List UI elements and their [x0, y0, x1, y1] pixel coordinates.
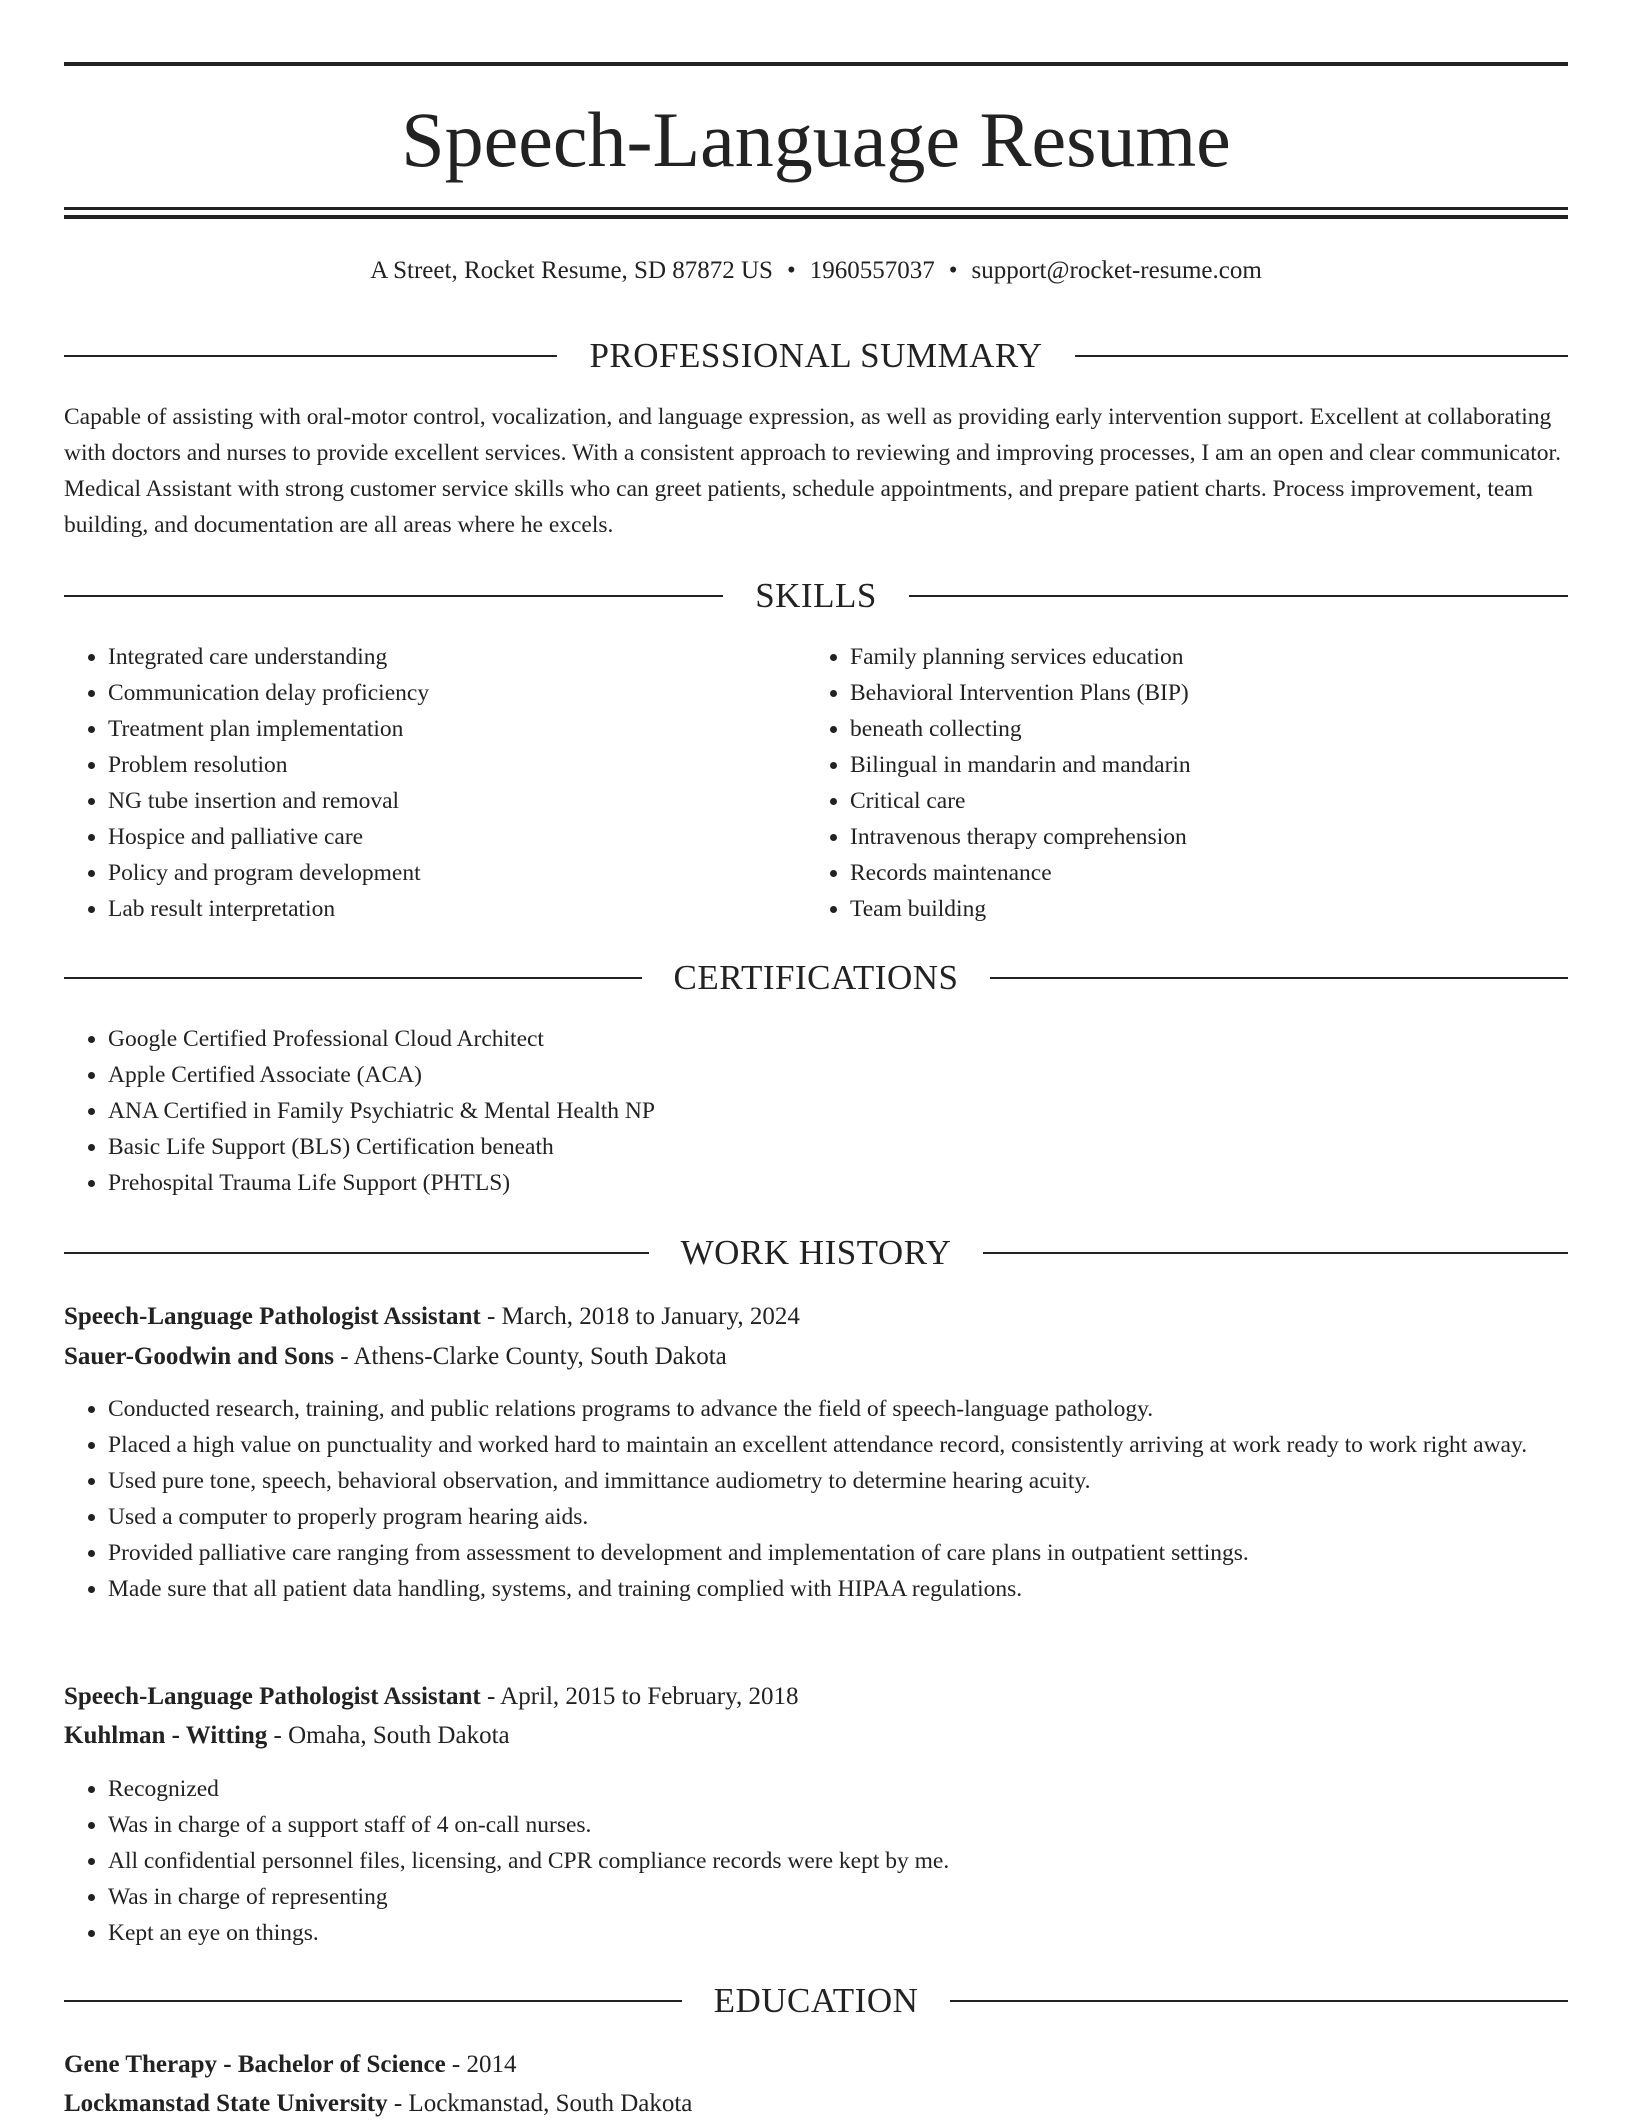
job-bullet: • Made sure that all patient data handling, systems, and training complied with HIPAA regulations. — [108, 1571, 1568, 1607]
section-title: SKILLS — [755, 576, 877, 615]
skill-item: • Intravenous therapy comprehension — [850, 819, 1550, 855]
skill-item: • Bilingual in mandarin and mandarin — [850, 747, 1550, 783]
job-bullet: • Used pure tone, speech, behavioral observation, and immittance audiometry to determine hearing acuity. — [108, 1463, 1568, 1499]
job-title-line — [64, 1679, 1568, 1715]
summary-text: Capable of assisting with oral-motor control, vocalization, and language expression, as well as providing early intervention support. Excellent at collaborating with doctors and nurses to provide excellent services. With a consistent approach to reviewing and improving processes, I am an open and clear communicator. Medical Assistant with strong customer service skills who can greet patients, schedule appointments, and prepare patient charts. Process improvement, team building, and documentation are all areas where he excels. — [64, 404, 1561, 538]
double-rule — [64, 207, 1568, 219]
contact-line — [64, 254, 1568, 288]
job-dates: - March, 2018 to January, 2024 — [480, 1303, 800, 1330]
job-title: Speech-Language Pathologist Assistant — [64, 1303, 481, 1330]
skill-item: • Integrated care understanding — [108, 639, 808, 675]
section-title: PROFESSIONAL SUMMARY — [589, 336, 1043, 375]
top-rule — [64, 62, 1568, 66]
skill-item: • NG tube insertion and removal — [108, 783, 808, 819]
job-bullet: • Used a computer to properly program hearing aids. — [108, 1499, 1568, 1535]
contact-address: A Street, Rocket Resume, SD 87872 US — [370, 257, 773, 284]
education-location: - Lockmanstad, South Dakota — [387, 2090, 693, 2117]
skill-item: • Policy and program development — [108, 855, 808, 891]
job-title: Speech-Language Pathologist Assistant — [64, 1683, 481, 1710]
section-title: CERTIFICATIONS — [673, 958, 959, 997]
certification-item: • ANA Certified in Family Psychiatric & Mental Health NP — [108, 1093, 1568, 1129]
contact-email: support@rocket-resume.com — [971, 257, 1262, 284]
job-title-line — [64, 1299, 1568, 1335]
job-bullet: • Placed a high value on punctuality and worked hard to maintain an excellent attendance record, consistently arriving at work ready to work right away. — [108, 1427, 1568, 1463]
contact-phone: 1960557037 — [809, 257, 935, 284]
job-company: Sauer-Goodwin and Sons — [64, 1343, 334, 1370]
job-company: Kuhlman - Witting — [64, 1722, 268, 1749]
job-bullet: • Recognized — [108, 1771, 1568, 1807]
summary-heading — [64, 336, 1568, 376]
section-title: EDUCATION — [713, 1981, 919, 2020]
skill-item: • Communication delay proficiency — [108, 675, 808, 711]
work-heading — [64, 1233, 1568, 1273]
section-title: WORK HISTORY — [680, 1233, 952, 1272]
skills-list-left — [64, 639, 808, 927]
skills-list-right — [806, 639, 1550, 927]
education-school-line — [64, 2086, 1568, 2122]
skills-heading — [64, 576, 1568, 616]
skill-item: • Critical care — [850, 783, 1550, 819]
job-bullets — [64, 1771, 1568, 1951]
certification-item: • Google Certified Professional Cloud Architect — [108, 1021, 1568, 1057]
job-bullet: • Kept an eye on things. — [108, 1915, 1568, 1951]
skill-item: • Family planning services education — [850, 639, 1550, 675]
certification-item: • Prehospital Trauma Life Support (PHTLS) — [108, 1165, 1568, 1201]
job-location: - Athens-Clarke County, South Dakota — [334, 1343, 727, 1370]
skill-item: • Problem resolution — [108, 747, 808, 783]
certification-item: • Apple Certified Associate (ACA) — [108, 1057, 1568, 1093]
education-degree: Gene Therapy - Bachelor of Science — [64, 2051, 446, 2078]
job-company-line — [64, 1718, 1568, 1754]
job-bullet: • All confidential personnel files, licensing, and CPR compliance records were kept by me. — [108, 1843, 1568, 1879]
job-dates: - April, 2015 to February, 2018 — [480, 1683, 799, 1710]
education-year: - 2014 — [445, 2051, 517, 2078]
education-heading — [64, 1981, 1568, 2021]
certification-item: • Basic Life Support (BLS) Certification beneath — [108, 1129, 1568, 1165]
job-bullets — [64, 1391, 1568, 1607]
job-company-line — [64, 1339, 1568, 1375]
certifications-list — [64, 1021, 1568, 1201]
education-degree-line — [64, 2047, 1568, 2083]
job-bullet: • Was in charge of a support staff of 4 on-call nurses. — [108, 1807, 1568, 1843]
job-bullet: • Provided palliative care ranging from assessment to development and implementation of care plans in outpatient settings. — [108, 1535, 1568, 1571]
skill-item: • Behavioral Intervention Plans (BIP) — [850, 675, 1550, 711]
resume-title: Speech-Language Resume — [401, 96, 1231, 183]
job-bullet: • Conducted research, training, and public relations programs to advance the field of speech-language pathology. — [108, 1391, 1568, 1427]
job-location: - Omaha, South Dakota — [267, 1722, 510, 1749]
job-bullet: • Was in charge of representing — [108, 1879, 1568, 1915]
skill-item: • Treatment plan implementation — [108, 711, 808, 747]
skill-item: • Lab result interpretation — [108, 891, 808, 927]
contact-separator: • — [786, 257, 796, 284]
education-school: Lockmanstad State University — [64, 2090, 388, 2117]
skill-item: • beneath collecting — [850, 711, 1550, 747]
certifications-heading — [64, 958, 1568, 998]
skill-item: • Team building — [850, 891, 1550, 927]
skill-item: • Hospice and palliative care — [108, 819, 808, 855]
contact-separator: • — [948, 257, 958, 284]
skill-item: • Records maintenance — [850, 855, 1550, 891]
